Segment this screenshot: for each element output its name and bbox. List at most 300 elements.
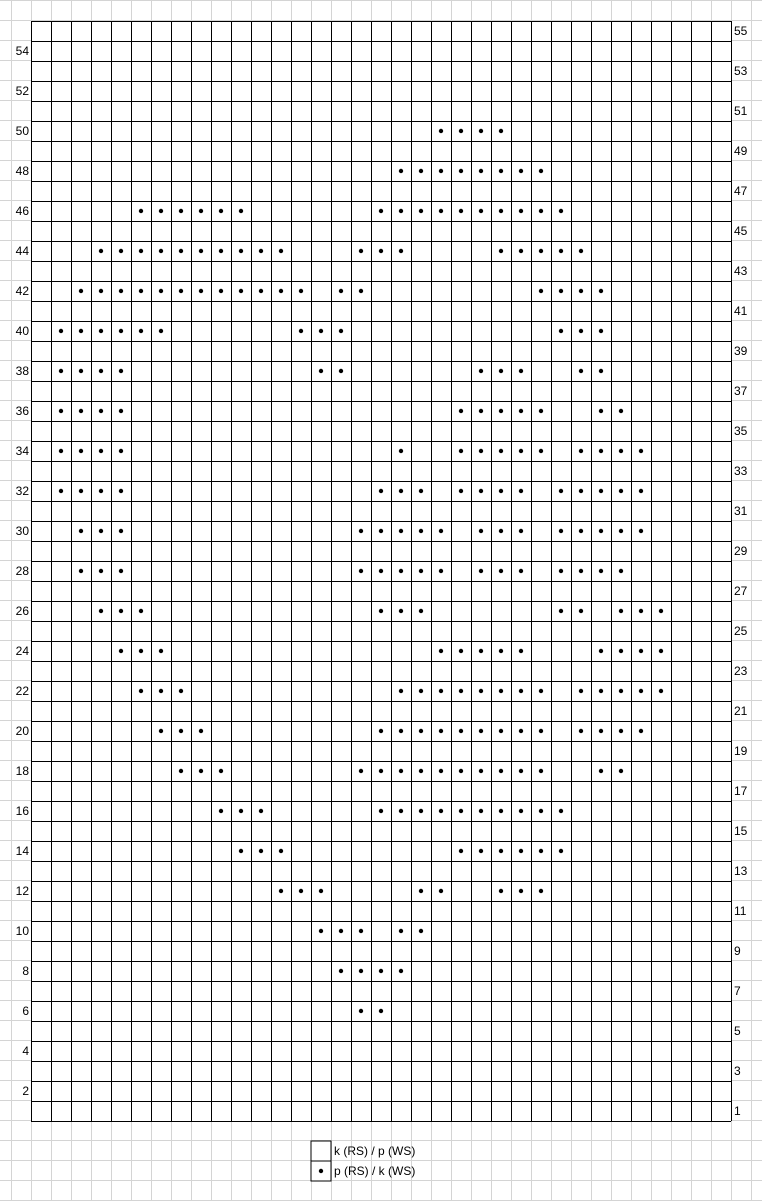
purl-stitch-dot [139,289,143,293]
purl-stitch-dot [579,369,583,373]
purl-stitch-dot [599,289,603,293]
purl-stitch-dot [379,969,383,973]
purl-stitch-dot [239,209,243,213]
purl-stitch-dot [439,809,443,813]
row-number-right: 15 [734,824,748,838]
purl-stitch-dot [479,129,483,133]
purl-stitch-dot [639,609,643,613]
purl-stitch-dot [99,449,103,453]
purl-stitch-dot [439,529,443,533]
purl-stitch-dot [279,849,283,853]
purl-stitch-dot [379,769,383,773]
purl-stitch-dot [519,809,523,813]
legend-knit-swatch [311,1141,331,1161]
purl-stitch-dot [559,849,563,853]
purl-stitch-dot [119,529,123,533]
purl-stitch-dot [619,409,623,413]
purl-stitch-dot [639,729,643,733]
purl-stitch-dot [579,529,583,533]
row-number-left: 8 [22,964,29,978]
purl-stitch-dot [499,489,503,493]
row-number-left: 42 [15,284,29,298]
left-row-numbers [16,44,30,1098]
purl-stitch-dot [99,409,103,413]
purl-stitch-dot [459,809,463,813]
purl-stitch-dot [419,529,423,533]
purl-stitch-dot [479,569,483,573]
purl-stitch-dot [599,729,603,733]
purl-stitch-dot [299,889,303,893]
purl-stitch-dot [659,689,663,693]
purl-stitch-dot [159,329,163,333]
legend-knit-label: k (RS) / p (WS) [334,1144,416,1158]
purl-stitch-dot [519,489,523,493]
purl-stitch-dot [519,529,523,533]
purl-stitch-dot [259,249,263,253]
purl-stitch-dot [59,409,63,413]
legend-purl-dot [319,1169,323,1173]
row-number-right: 5 [734,1024,741,1038]
purl-stitch-dot [319,889,323,893]
row-number-left: 46 [15,204,29,218]
purl-stitch-dot [499,529,503,533]
row-number-right: 51 [734,104,748,118]
purl-stitch-dot [439,889,443,893]
purl-stitch-dot [479,769,483,773]
purl-stitch-dot [499,729,503,733]
purl-stitch-dot [499,209,503,213]
purl-stitch-dot [159,289,163,293]
purl-stitch-dot [399,449,403,453]
purl-stitch-dot [619,609,623,613]
purl-stitch-dot [99,569,103,573]
purl-stitch-dot [559,529,563,533]
purl-stitch-dot [419,729,423,733]
purl-stitch-dot [79,449,83,453]
row-number-right: 23 [734,664,748,678]
row-number-left: 22 [15,684,29,698]
purl-stitch-dot [99,529,103,533]
purl-stitch-dot [519,849,523,853]
purl-stitch-dot [79,329,83,333]
purl-stitch-dot [319,329,323,333]
purl-stitch-dot [319,369,323,373]
purl-stitch-dot [279,889,283,893]
purl-stitch-dot [119,649,123,653]
purl-stitch-dot [499,689,503,693]
purl-stitch-dot [379,609,383,613]
row-number-left: 4 [22,1044,29,1058]
purl-stitch-dot [399,249,403,253]
purl-stitch-dot [559,489,563,493]
purl-stitch-dot [499,409,503,413]
purl-stitch-dot [399,209,403,213]
purl-stitch-dot [79,529,83,533]
purl-stitch-dot [479,449,483,453]
purl-stitch-dot [339,329,343,333]
purl-stitch-dot [459,689,463,693]
purl-stitch-dot [439,129,443,133]
purl-stitch-dot [159,649,163,653]
row-number-right: 35 [734,424,748,438]
row-number-right: 7 [734,984,741,998]
purl-stitch-dot [379,569,383,573]
row-number-left: 48 [15,164,29,178]
purl-stitch-dot [479,809,483,813]
purl-stitch-dot [559,569,563,573]
row-number-left: 40 [15,324,29,338]
purl-stitch-dot [359,529,363,533]
purl-stitch-dot [599,769,603,773]
row-number-left: 38 [15,364,29,378]
purl-stitch-dot [579,689,583,693]
purl-stitch-dot [99,249,103,253]
row-number-left: 12 [15,884,29,898]
purl-stitch-dot [559,809,563,813]
row-number-left: 2 [22,1084,29,1098]
purl-stitch-dot [379,209,383,213]
row-number-left: 18 [15,764,29,778]
purl-stitch-dot [619,649,623,653]
purl-stitch-dot [439,649,443,653]
purl-stitch-dot [439,729,443,733]
purl-stitch-dot [219,769,223,773]
purl-stitch-dot [359,569,363,573]
row-number-left: 26 [15,604,29,618]
purl-stitch-dot [479,209,483,213]
purl-stitch-dot [599,689,603,693]
purl-stitch-dot [659,649,663,653]
purl-stitch-dot [459,409,463,413]
purl-stitch-dot [599,569,603,573]
purl-stitch-dot [459,849,463,853]
purl-stitch-dot [619,769,623,773]
purl-stitch-dot [359,249,363,253]
row-number-left: 24 [15,644,29,658]
purl-stitch-dot [639,489,643,493]
purl-stitch-dot [479,529,483,533]
purl-stitch-dot [519,569,523,573]
purl-stitch-dot [239,249,243,253]
purl-stitch-dot [579,489,583,493]
purl-stitch-dot [519,209,523,213]
purl-stitch-dot [539,169,543,173]
row-number-right: 13 [734,864,748,878]
purl-stitch-dot [499,849,503,853]
purl-stitch-dot [539,809,543,813]
row-number-right: 33 [734,464,748,478]
purl-stitch-dot [239,849,243,853]
purl-stitch-dot [539,849,543,853]
row-number-right: 21 [734,704,748,718]
purl-stitch-dot [479,729,483,733]
purl-stitch-dot [379,809,383,813]
purl-stitch-dot [199,769,203,773]
purl-stitch-dot [159,689,163,693]
purl-stitch-dot [379,729,383,733]
purl-stitch-dot [179,289,183,293]
purl-stitch-dot [119,489,123,493]
purl-stitch-dot [259,849,263,853]
purl-stitch-dot [379,249,383,253]
purl-stitch-dot [379,489,383,493]
purl-stitch-dot [179,769,183,773]
purl-stitch-dot [539,209,543,213]
purl-stitch-dot [419,569,423,573]
purl-stitch-dot [519,769,523,773]
purl-stitch-dot [179,689,183,693]
purl-stitch-dot [459,129,463,133]
row-number-left: 30 [15,524,29,538]
purl-stitch-dot [479,649,483,653]
purl-stitch-dot [619,449,623,453]
purl-stitch-dot [559,329,563,333]
purl-stitch-dot [519,889,523,893]
purl-stitch-dot [319,929,323,933]
row-number-right: 41 [734,304,748,318]
purl-stitch-dot [399,809,403,813]
purl-stitch-dot [139,649,143,653]
row-number-left: 50 [15,124,29,138]
purl-stitch-dot [399,569,403,573]
row-number-right: 43 [734,264,748,278]
purl-stitch-dot [399,529,403,533]
purl-stitch-dot [59,489,63,493]
purl-stitch-dot [639,529,643,533]
purl-stitch-dot [619,569,623,573]
purl-stitch-dot [439,169,443,173]
purl-stitch-dot [299,329,303,333]
row-number-right: 31 [734,504,748,518]
purl-stitch-dot [419,769,423,773]
purl-stitch-dot [519,449,523,453]
purl-stitch-dot [119,249,123,253]
purl-stitch-dot [459,649,463,653]
purl-stitch-dot [499,249,503,253]
purl-stitch-dot [99,489,103,493]
purl-stitch-dot [119,569,123,573]
purl-stitch-dot [439,769,443,773]
row-number-right: 17 [734,784,748,798]
purl-stitch-dot [419,209,423,213]
purl-stitch-dot [499,889,503,893]
purl-stitch-dot [399,969,403,973]
purl-stitch-dot [399,929,403,933]
purl-stitch-dot [79,409,83,413]
purl-stitch-dot [399,689,403,693]
purl-stitch-dot [199,289,203,293]
row-number-left: 34 [15,444,29,458]
purl-stitch-dot [459,769,463,773]
purl-stitch-dot [479,409,483,413]
row-number-right: 29 [734,544,748,558]
purl-stitch-dot [419,169,423,173]
purl-stitch-dot [539,249,543,253]
purl-stitch-dot [619,689,623,693]
purl-stitch-dot [599,409,603,413]
purl-stitch-dot [179,209,183,213]
purl-stitch-dot [639,449,643,453]
purl-stitch-dot [159,249,163,253]
purl-stitch-dot [499,809,503,813]
purl-stitch-dot [79,569,83,573]
row-number-right: 11 [734,904,747,918]
purl-stitch-dot [159,209,163,213]
row-number-right: 55 [734,24,748,38]
purl-stitch-dot [499,369,503,373]
purl-stitch-dot [179,249,183,253]
purl-stitch-dot [499,569,503,573]
purl-stitch-dot [559,609,563,613]
purl-stitch-dot [579,569,583,573]
purl-stitch-dot [599,529,603,533]
purl-stitch-dot [119,449,123,453]
purl-stitch-dot [439,689,443,693]
purl-stitch-dot [139,329,143,333]
purl-stitch-dot [379,1009,383,1013]
purl-stitch-dot [399,769,403,773]
purl-stitch-dot [499,449,503,453]
row-number-right: 45 [734,224,748,238]
purl-stitch-dot [659,609,663,613]
purl-stitch-dot [359,769,363,773]
purl-stitch-dot [399,609,403,613]
purl-stitch-dot [519,729,523,733]
purl-stitch-dot [579,609,583,613]
purl-stitch-dot [139,689,143,693]
purl-stitch-dot [559,289,563,293]
row-number-left: 52 [15,84,29,98]
row-number-right: 9 [734,944,741,958]
purl-stitch-dot [379,529,383,533]
purl-stitch-dot [459,729,463,733]
purl-stitch-dot [79,489,83,493]
purl-stitch-dot [99,329,103,333]
purl-stitch-dot [359,1009,363,1013]
purl-stitch-dot [219,209,223,213]
row-number-right: 27 [734,584,748,598]
purl-stitch-dot [459,209,463,213]
row-number-right: 53 [734,64,748,78]
row-number-left: 54 [15,44,29,58]
purl-stitch-dot [199,209,203,213]
right-row-numbers [734,24,748,1118]
purl-stitch-dot [579,249,583,253]
purl-stitch-dot [259,809,263,813]
purl-stitch-dot [539,889,543,893]
purl-stitch-dot [59,369,63,373]
purl-stitch-dot [139,609,143,613]
purl-stitch-dot [519,689,523,693]
purl-stitch-dot [99,289,103,293]
purl-stitch-dot [539,729,543,733]
purl-stitch-dot [399,489,403,493]
purl-stitch-dot [539,289,543,293]
purl-stitch-dot [119,329,123,333]
purl-stitch-dot [519,649,523,653]
purl-stitch-dot [479,489,483,493]
purl-stitch-dot [159,729,163,733]
purl-stitch-dot [239,289,243,293]
purl-stitch-dot [279,249,283,253]
purl-stitch-dot [419,489,423,493]
row-number-right: 37 [734,384,748,398]
purl-stitch-dot [539,689,543,693]
purl-stitch-dot [59,329,63,333]
row-number-right: 25 [734,624,748,638]
legend-purl-label: p (RS) / k (WS) [334,1164,416,1178]
purl-stitch-dot [479,169,483,173]
row-number-left: 32 [15,484,29,498]
purl-stitch-dot [419,929,423,933]
purl-stitch-dot [559,249,563,253]
purl-stitch-dot [419,809,423,813]
purl-stitch-dot [479,849,483,853]
purl-stitch-dot [579,449,583,453]
row-number-right: 49 [734,144,748,158]
purl-stitch-dot [419,889,423,893]
row-number-right: 3 [734,1064,741,1078]
row-number-left: 10 [15,924,29,938]
purl-stitch-dot [539,409,543,413]
purl-stitch-dot [59,449,63,453]
purl-stitch-dot [339,969,343,973]
purl-stitch-dot [79,369,83,373]
purl-stitch-dot [239,809,243,813]
purl-stitch-dot [259,289,263,293]
purl-stitch-dot [579,289,583,293]
purl-stitch-dot [459,449,463,453]
purl-stitch-dot [399,729,403,733]
row-number-left: 36 [15,404,29,418]
purl-stitch-dot [499,769,503,773]
purl-stitch-dot [599,369,603,373]
purl-stitch-dot [499,129,503,133]
purl-stitch-dot [359,929,363,933]
purl-stitch-dot [219,249,223,253]
purl-stitch-dot [499,169,503,173]
purl-stitch-dot [459,489,463,493]
purl-stitch-dot [339,929,343,933]
row-number-left: 44 [15,244,29,258]
row-number-left: 28 [15,564,29,578]
purl-stitch-dot [479,689,483,693]
purl-stitch-dot [599,449,603,453]
purl-stitch-dot [619,489,623,493]
row-number-right: 47 [734,184,748,198]
purl-stitch-dot [539,769,543,773]
purl-stitch-dot [599,649,603,653]
purl-stitch-dot [639,689,643,693]
purl-stitch-dot [199,729,203,733]
row-number-right: 19 [734,744,748,758]
purl-stitch-dot [119,369,123,373]
purl-stitch-dot [219,809,223,813]
legend [311,1141,415,1181]
purl-stitch-dot [99,609,103,613]
purl-stitch-dot [299,289,303,293]
row-number-left: 20 [15,724,29,738]
purl-stitch-dot [579,729,583,733]
purl-stitch-dot [639,649,643,653]
purl-stitch-dot [619,729,623,733]
purl-stitch-dot [599,329,603,333]
purl-stitch-dot [359,289,363,293]
purl-stitch-dot [519,169,523,173]
purl-stitch-dot [199,249,203,253]
purl-stitch-dot [519,369,523,373]
purl-stitch-dot [459,169,463,173]
